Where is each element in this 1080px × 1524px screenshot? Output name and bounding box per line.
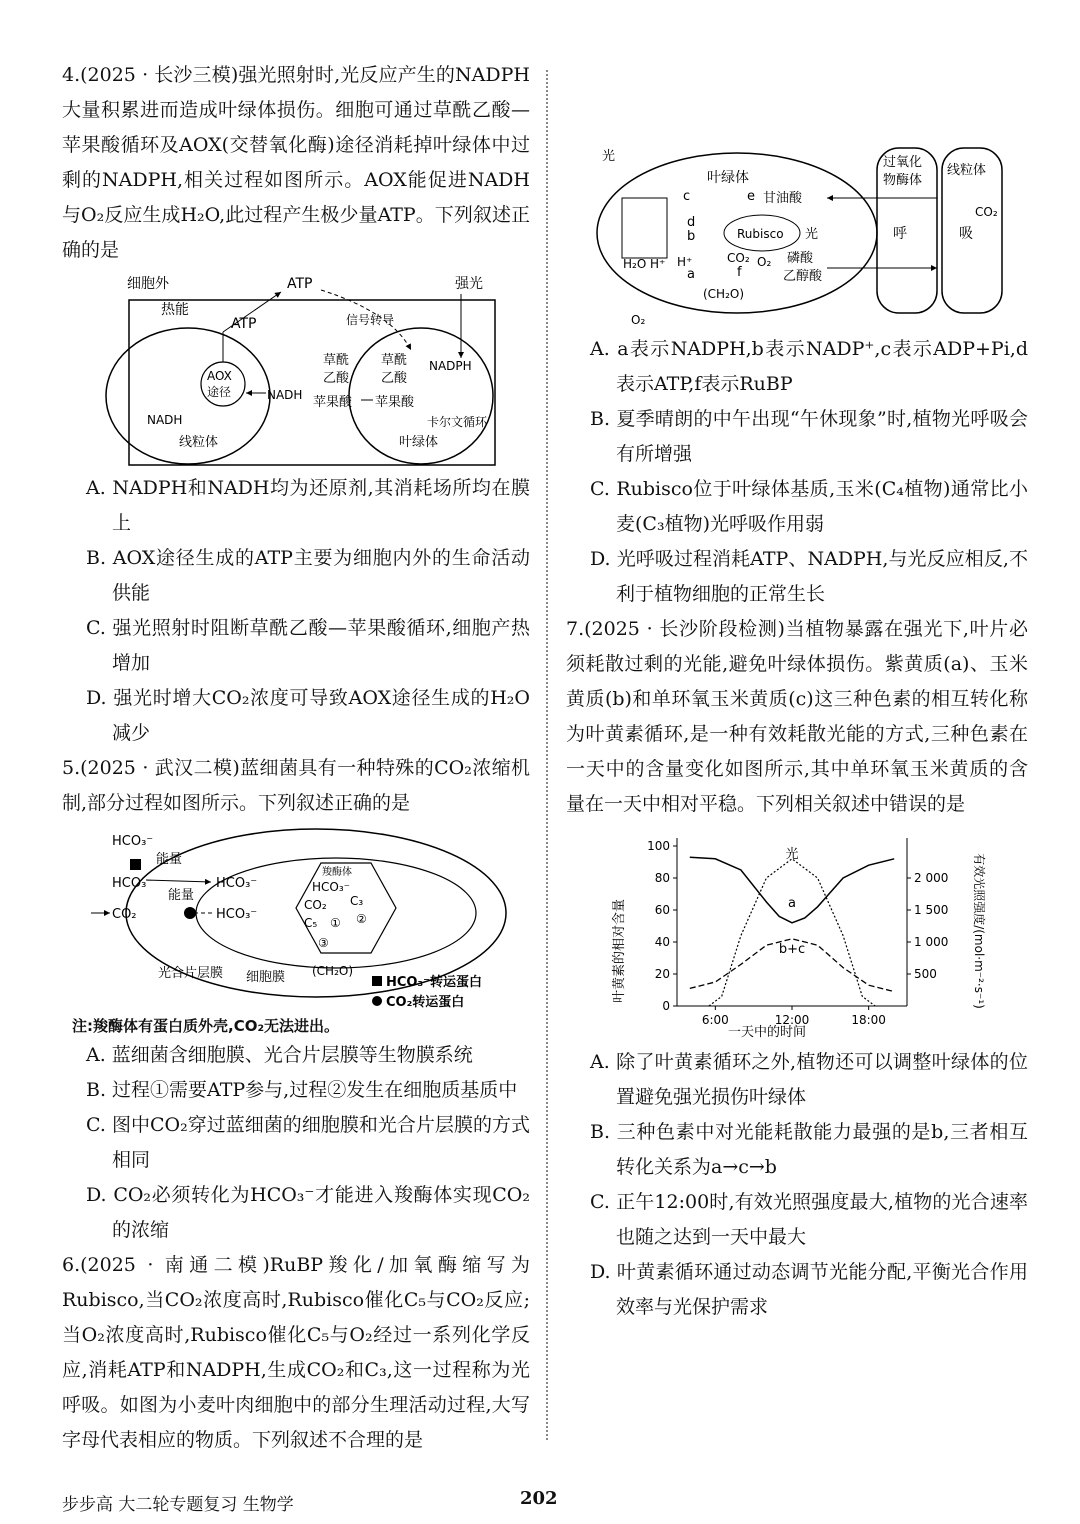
q4-option-d: D. 强光时增大CO₂浓度可导致AOX途径生成的H₂O减少 bbox=[86, 687, 530, 744]
svg-text:磷酸: 磷酸 bbox=[787, 251, 814, 266]
y-tick-label: 80 bbox=[654, 871, 670, 885]
svg-text:呼: 呼 bbox=[893, 226, 907, 242]
right-column bbox=[566, 58, 1028, 1325]
svg-text:ATP: ATP bbox=[287, 276, 313, 292]
svg-text:信号转导: 信号转导 bbox=[346, 313, 395, 327]
q4-stem: 4.(2025 · 长沙三模)强光照射时,光反应产生的NADPH大量积累进而造成叶绿体损伤。细胞可通过草酰乙酸—苹果酸循环及AOX(交替氧化酶)途径消耗掉叶绿体中过剩的NADPH,相关过程如图所示。AOX能促进NADH与O₂反应生成H₂O,此过程产生极少量ATP。下列叙述正确的是 bbox=[62, 64, 530, 261]
svg-text:CO₂: CO₂ bbox=[975, 205, 998, 219]
q5-option-d: D. CO₂必须转化为HCO₃⁻才能进入羧酶体实现CO₂的浓缩 bbox=[86, 1184, 530, 1241]
svg-text:乙醇酸: 乙醇酸 bbox=[783, 269, 823, 284]
q6-option-b: B. 夏季晴朗的中午出现“午休现象”时,植物光呼吸会有所增强 bbox=[590, 408, 1028, 465]
left-column bbox=[62, 58, 530, 1451]
q4-option-a: A. NADPH和NADH均为还原剂,其消耗场所均在膜上 bbox=[86, 477, 530, 534]
svg-text:f: f bbox=[737, 265, 742, 280]
page-number: 202 bbox=[520, 1488, 558, 1509]
svg-text:强光: 强光 bbox=[455, 276, 483, 292]
svg-text:吸: 吸 bbox=[959, 226, 973, 242]
y2-tick-label: 500 bbox=[914, 967, 937, 981]
series-light bbox=[709, 859, 875, 1006]
svg-text:H⁺: H⁺ bbox=[650, 257, 666, 271]
q4-option-c: C. 强光照射时阻断草酰乙酸—苹果酸循环,细胞产热增加 bbox=[86, 617, 530, 674]
y-tick-label: 100 bbox=[647, 839, 670, 853]
svg-text:HCO₃⁻: HCO₃⁻ bbox=[112, 834, 154, 849]
series-label: 光 bbox=[785, 847, 799, 862]
y-tick-label: 20 bbox=[654, 967, 670, 981]
svg-text:H⁺: H⁺ bbox=[677, 255, 693, 269]
svg-text:O₂: O₂ bbox=[757, 255, 772, 269]
chart-y-label: 叶黄素的相对含量 bbox=[612, 898, 627, 1004]
svg-text:乙酸: 乙酸 bbox=[323, 371, 350, 386]
svg-text:甘油酸: 甘油酸 bbox=[763, 191, 803, 206]
svg-text:NADH: NADH bbox=[147, 413, 183, 427]
y2-tick-label: 1 000 bbox=[914, 935, 949, 949]
y-tick-label: 40 bbox=[654, 935, 670, 949]
q5-option-c: C. 图中CO₂穿过蓝细菌的细胞膜和光合片层膜的方式相同 bbox=[86, 1114, 530, 1171]
q7-stem: 7.(2025 · 长沙阶段检测)当植物暴露在强光下,叶片必须耗散过剩的光能,避免叶绿体损伤。紫黄质(a)、玉米黄质(b)和单环氧玉米黄质(c)这三种色素的相互转化称为叶黄素循环,是一种有效耗散光能的方式,三种色素在一天中的含量变化如图所示,其中单环氧玉米黄质的含量在一天中相对平稳。下列相关叙述中错误的是 bbox=[566, 618, 1028, 815]
svg-text:e: e bbox=[747, 189, 755, 204]
svg-text:叶绿体: 叶绿体 bbox=[707, 170, 749, 186]
y-tick-label: 0 bbox=[662, 999, 670, 1013]
q5-option-b: B. 过程①需要ATP参与,过程②发生在细胞质基质中 bbox=[86, 1079, 518, 1101]
svg-text:途径: 途径 bbox=[207, 385, 232, 399]
svg-text:线粒体: 线粒体 bbox=[179, 435, 219, 450]
svg-text:c: c bbox=[683, 189, 691, 204]
svg-text:草酰: 草酰 bbox=[323, 353, 350, 368]
svg-text:b: b bbox=[687, 229, 696, 244]
q7-option-b: B. 三种色素中对光能耗散能力最强的是b,三者相互转化关系为a→c→b bbox=[590, 1121, 1028, 1178]
series-label: b+c bbox=[778, 942, 806, 958]
svg-text:HCO₃⁻转运蛋白: HCO₃⁻转运蛋白 bbox=[386, 975, 483, 990]
q4-option-b: B. AOX途径生成的ATP主要为细胞内外的生命活动供能 bbox=[86, 547, 530, 604]
x-tick-label: 6:00 bbox=[701, 1013, 729, 1027]
svg-text:过氧化: 过氧化 bbox=[883, 155, 923, 170]
svg-text:HCO₃⁻: HCO₃⁻ bbox=[112, 876, 154, 891]
svg-text:②: ② bbox=[356, 912, 367, 926]
q6-stem: 6.(2025 · 南通二模)RuBP羧化/加氧酶缩写为Rubisco,当CO₂浓度高时,Rubisco催化C₅与CO₂反应;当O₂浓度高时,Rubisco催化C₅与O₂经过一系列化学反应,消耗ATP和NADPH,生成CO₂和C₃,这一过程称为光呼吸。如图为小麦叶肉细胞中的部分生理活动过程,大写字母代表相应的物质。下列叙述不合理的是 bbox=[62, 1254, 530, 1451]
column-divider bbox=[546, 70, 548, 1440]
q7-option-d: D. 叶黄素循环通过动态调节光能分配,平衡光合作用效率与光保护需求 bbox=[590, 1261, 1028, 1318]
svg-text:羧酶体: 羧酶体 bbox=[322, 867, 352, 878]
svg-text:①: ① bbox=[330, 916, 341, 930]
svg-text:乙酸: 乙酸 bbox=[381, 371, 408, 386]
svg-text:热能: 热能 bbox=[161, 302, 189, 318]
chart-x-label: 一天中的时间 bbox=[727, 1025, 807, 1040]
svg-text:HCO₃⁻: HCO₃⁻ bbox=[312, 880, 350, 894]
svg-text:叶绿体: 叶绿体 bbox=[399, 435, 439, 450]
svg-text:C₅: C₅ bbox=[304, 916, 318, 930]
svg-text:③: ③ bbox=[318, 936, 329, 950]
svg-text:NADH: NADH bbox=[267, 388, 303, 402]
svg-text:光: 光 bbox=[805, 227, 819, 242]
q6-option-c: C. Rubisco位于叶绿体基质,玉米(C₄植物)通常比小麦(C₃植物)光呼吸作用弱 bbox=[590, 478, 1028, 535]
svg-text:C₃: C₃ bbox=[350, 894, 364, 908]
chart-y2-label: 有效光照强度/(mol·m⁻²·s⁻¹) bbox=[972, 853, 986, 1009]
svg-text:NADPH: NADPH bbox=[429, 359, 472, 373]
svg-text:线粒体: 线粒体 bbox=[947, 163, 987, 178]
svg-text:AOX: AOX bbox=[207, 369, 232, 383]
y2-tick-label: 2 000 bbox=[914, 871, 949, 885]
svg-text:能量: 能量 bbox=[156, 852, 183, 867]
q6-option-d: D. 光呼吸过程消耗ATP、NADPH,与光反应相反,不利于植物细胞的正常生长 bbox=[590, 548, 1028, 605]
svg-text:光合片层膜: 光合片层膜 bbox=[158, 966, 224, 981]
svg-text:ATP: ATP bbox=[231, 316, 257, 332]
q5-stem: 5.(2025 · 武汉二模)蓝细菌具有一种特殊的CO₂浓缩机制,部分过程如图所示。下列叙述正确的是 bbox=[62, 757, 530, 814]
svg-text:苹果酸: 苹果酸 bbox=[375, 395, 415, 410]
q6-figure bbox=[587, 138, 1007, 328]
svg-text:a: a bbox=[687, 267, 695, 282]
y2-tick-label: 1 500 bbox=[914, 903, 949, 917]
series-label: a bbox=[788, 895, 796, 911]
q5-note: 注:羧酶体有蛋白质外壳,CO₂无法进出。 bbox=[72, 1017, 340, 1035]
svg-text:CO₂: CO₂ bbox=[304, 898, 327, 912]
svg-text:d: d bbox=[687, 215, 696, 230]
svg-text:光: 光 bbox=[602, 149, 616, 164]
q7-option-c: C. 正午12:00时,有效光照强度最大,植物的光合速率也随之达到一天中最大 bbox=[590, 1191, 1028, 1248]
svg-text:(CH₂O): (CH₂O) bbox=[703, 287, 745, 301]
y-tick-label: 60 bbox=[654, 903, 670, 917]
svg-text:O₂: O₂ bbox=[631, 313, 646, 327]
svg-text:HCO₃⁻: HCO₃⁻ bbox=[216, 907, 258, 922]
svg-text:(CH₂O): (CH₂O) bbox=[312, 964, 354, 978]
q6-option-a: A. a表示NADPH,b表示NADP⁺,c表示ADP+Pi,d表示ATP,f表示RuBP bbox=[590, 338, 1028, 395]
footer-book: 步步高 大二轮专题复习 生物学 bbox=[62, 1495, 294, 1515]
x-tick-label: 18:00 bbox=[851, 1013, 886, 1027]
svg-text:Rubisco: Rubisco bbox=[737, 227, 784, 241]
svg-text:苹果酸: 苹果酸 bbox=[313, 395, 353, 410]
x-tick-label: 12:00 bbox=[774, 1013, 810, 1027]
q7-chart bbox=[607, 826, 987, 1041]
svg-text:能量: 能量 bbox=[168, 888, 195, 903]
svg-text:细胞膜: 细胞膜 bbox=[246, 970, 286, 985]
q7-option-a: A. 除了叶黄素循环之外,植物还可以调整叶绿体的位置避免强光损伤叶绿体 bbox=[590, 1051, 1028, 1108]
q4-figure bbox=[91, 272, 501, 467]
q5-figure bbox=[86, 825, 506, 1010]
svg-text:HCO₃⁻: HCO₃⁻ bbox=[216, 876, 258, 891]
svg-text:CO₂转运蛋白: CO₂转运蛋白 bbox=[386, 995, 465, 1010]
svg-text:卡尔文循环: 卡尔文循环 bbox=[427, 415, 488, 429]
q4-outside: 细胞外 bbox=[127, 276, 169, 292]
svg-text:CO₂: CO₂ bbox=[112, 907, 137, 922]
svg-text:物酶体: 物酶体 bbox=[883, 173, 923, 188]
svg-text:CO₂: CO₂ bbox=[727, 251, 750, 265]
svg-text:H₂O: H₂O bbox=[623, 257, 647, 271]
svg-text:草酰: 草酰 bbox=[381, 353, 408, 368]
q5-option-a: A. 蓝细菌含细胞膜、光合片层膜等生物膜系统 bbox=[86, 1044, 473, 1066]
series-a bbox=[690, 857, 894, 923]
